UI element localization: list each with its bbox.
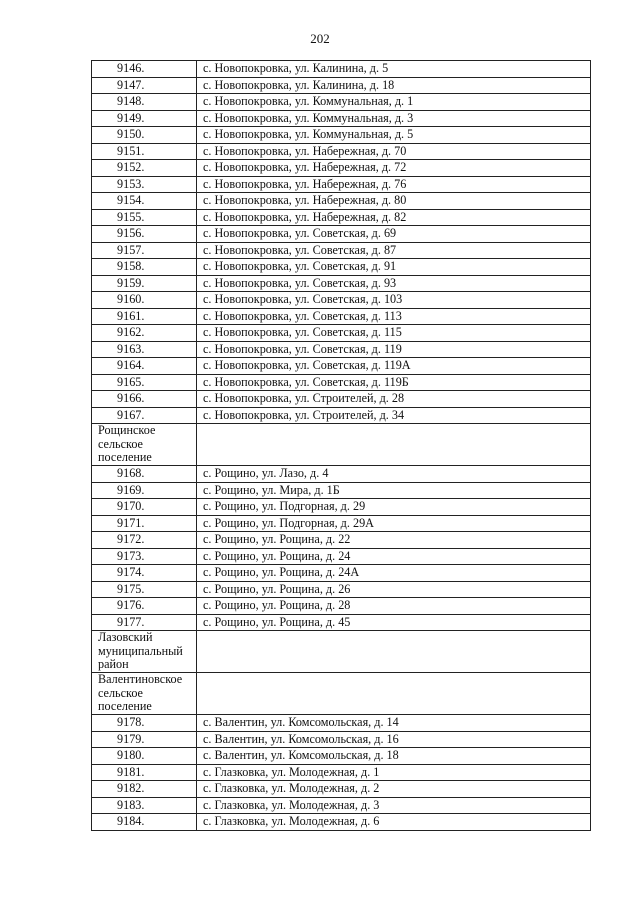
- table-row: [92, 209, 591, 226]
- address-cell: с. Новопокровка, ул. Калинина, д. 5: [197, 61, 591, 78]
- table-row: [92, 764, 591, 781]
- address-cell: с. Рощино, ул. Рощина, д. 28: [197, 598, 591, 615]
- address-table-body: [92, 61, 591, 831]
- table-row: [92, 374, 591, 391]
- address-table: [91, 60, 591, 831]
- row-number: 9169.: [92, 482, 197, 499]
- row-number: 9168.: [92, 466, 197, 483]
- table-row: [92, 160, 591, 177]
- address-cell: с. Новопокровка, ул. Советская, д. 91: [197, 259, 591, 276]
- address-cell: с. Новопокровка, ул. Советская, д. 87: [197, 242, 591, 259]
- address-cell: с. Рощино, ул. Мира, д. 1Б: [197, 482, 591, 499]
- address-cell: с. Новопокровка, ул. Набережная, д. 72: [197, 160, 591, 177]
- address-cell: с. Новопокровка, ул. Советская, д. 115: [197, 325, 591, 342]
- address-cell: с. Новопокровка, ул. Советская, д. 103: [197, 292, 591, 309]
- row-number: 9166.: [92, 391, 197, 408]
- address-cell: с. Новопокровка, ул. Строителей, д. 34: [197, 407, 591, 424]
- section-title: Лазовский муниципальный район: [92, 631, 197, 673]
- row-number: 9162.: [92, 325, 197, 342]
- address-cell: с. Глазковка, ул. Молодежная, д. 1: [197, 764, 591, 781]
- row-number: 9147.: [92, 77, 197, 94]
- row-number: 9165.: [92, 374, 197, 391]
- table-row: [92, 565, 591, 582]
- row-number: 9154.: [92, 193, 197, 210]
- table-row: [92, 499, 591, 516]
- address-cell: с. Новопокровка, ул. Коммунальная, д. 1: [197, 94, 591, 111]
- row-number: 9176.: [92, 598, 197, 615]
- row-number: 9182.: [92, 781, 197, 798]
- page-number: 202: [310, 31, 330, 46]
- row-number: 9146.: [92, 61, 197, 78]
- table-row: [92, 515, 591, 532]
- address-cell: с. Новопокровка, ул. Калинина, д. 18: [197, 77, 591, 94]
- row-number: 9164.: [92, 358, 197, 375]
- address-cell: с. Рощино, ул. Рощина, д. 26: [197, 581, 591, 598]
- section-empty-cell: [197, 631, 591, 673]
- table-row: [92, 731, 591, 748]
- row-number: 9158.: [92, 259, 197, 276]
- section-row: [92, 631, 591, 673]
- table-row: [92, 548, 591, 565]
- row-number: 9149.: [92, 110, 197, 127]
- table-row: [92, 259, 591, 276]
- table-row: [92, 781, 591, 798]
- table-row: [92, 110, 591, 127]
- row-number: 9153.: [92, 176, 197, 193]
- address-cell: с. Новопокровка, ул. Коммунальная, д. 3: [197, 110, 591, 127]
- row-number: 9183.: [92, 797, 197, 814]
- table-row: [92, 325, 591, 342]
- row-number: 9152.: [92, 160, 197, 177]
- table-row: [92, 226, 591, 243]
- address-cell: с. Рощино, ул. Рощина, д. 24: [197, 548, 591, 565]
- section-row: [92, 673, 591, 715]
- row-number: 9170.: [92, 499, 197, 516]
- address-cell: с. Новопокровка, ул. Советская, д. 69: [197, 226, 591, 243]
- row-number: 9156.: [92, 226, 197, 243]
- section-title: Рощинское сельское поселение: [92, 424, 197, 466]
- address-cell: с. Новопокровка, ул. Советская, д. 119А: [197, 358, 591, 375]
- section-empty-cell: [197, 673, 591, 715]
- address-cell: с. Новопокровка, ул. Набережная, д. 82: [197, 209, 591, 226]
- row-number: 9175.: [92, 581, 197, 598]
- section-row: [92, 424, 591, 466]
- table-row: [92, 797, 591, 814]
- table-row: [92, 143, 591, 160]
- row-number: 9160.: [92, 292, 197, 309]
- row-number: 9155.: [92, 209, 197, 226]
- address-cell: с. Валентин, ул. Комсомольская, д. 16: [197, 731, 591, 748]
- table-row: [92, 193, 591, 210]
- address-cell: с. Новопокровка, ул. Советская, д. 119: [197, 341, 591, 358]
- table-row: [92, 176, 591, 193]
- address-cell: с. Рощино, ул. Рощина, д. 24А: [197, 565, 591, 582]
- row-number: 9177.: [92, 614, 197, 631]
- address-cell: с. Рощино, ул. Рощина, д. 22: [197, 532, 591, 549]
- address-cell: с. Рощино, ул. Подгорная, д. 29А: [197, 515, 591, 532]
- row-number: 9180.: [92, 748, 197, 765]
- address-cell: с. Новопокровка, ул. Набережная, д. 76: [197, 176, 591, 193]
- address-cell: с. Рощино, ул. Лазо, д. 4: [197, 466, 591, 483]
- row-number: 9167.: [92, 407, 197, 424]
- row-number: 9163.: [92, 341, 197, 358]
- address-cell: с. Новопокровка, ул. Строителей, д. 28: [197, 391, 591, 408]
- address-cell: с. Новопокровка, ул. Советская, д. 93: [197, 275, 591, 292]
- row-number: 9172.: [92, 532, 197, 549]
- table-row: [92, 814, 591, 831]
- table-row: [92, 275, 591, 292]
- section-empty-cell: [197, 424, 591, 466]
- row-number: 9148.: [92, 94, 197, 111]
- address-cell: с. Глазковка, ул. Молодежная, д. 3: [197, 797, 591, 814]
- table-row: [92, 61, 591, 78]
- row-number: 9174.: [92, 565, 197, 582]
- row-number: 9179.: [92, 731, 197, 748]
- row-number: 9157.: [92, 242, 197, 259]
- address-cell: с. Глазковка, ул. Молодежная, д. 2: [197, 781, 591, 798]
- table-row: [92, 358, 591, 375]
- table-row: [92, 748, 591, 765]
- section-title: Валентиновское сельское поселение: [92, 673, 197, 715]
- row-number: 9178.: [92, 715, 197, 732]
- row-number: 9181.: [92, 764, 197, 781]
- address-cell: с. Новопокровка, ул. Коммунальная, д. 5: [197, 127, 591, 144]
- table-row: [92, 127, 591, 144]
- row-number: 9173.: [92, 548, 197, 565]
- table-row: [92, 482, 591, 499]
- table-row: [92, 94, 591, 111]
- table-row: [92, 391, 591, 408]
- row-number: 9150.: [92, 127, 197, 144]
- table-row: [92, 598, 591, 615]
- row-number: 9159.: [92, 275, 197, 292]
- table-row: [92, 581, 591, 598]
- table-row: [92, 292, 591, 309]
- row-number: 9161.: [92, 308, 197, 325]
- table-row: [92, 614, 591, 631]
- address-cell: с. Глазковка, ул. Молодежная, д. 6: [197, 814, 591, 831]
- address-cell: с. Новопокровка, ул. Советская, д. 119Б: [197, 374, 591, 391]
- address-cell: с. Рощино, ул. Рощина, д. 45: [197, 614, 591, 631]
- table-row: [92, 407, 591, 424]
- address-cell: с. Рощино, ул. Подгорная, д. 29: [197, 499, 591, 516]
- address-cell: с. Новопокровка, ул. Набережная, д. 80: [197, 193, 591, 210]
- row-number: 9171.: [92, 515, 197, 532]
- address-cell: с. Валентин, ул. Комсомольская, д. 14: [197, 715, 591, 732]
- table-row: [92, 532, 591, 549]
- table-row: [92, 715, 591, 732]
- address-cell: с. Валентин, ул. Комсомольская, д. 18: [197, 748, 591, 765]
- table-row: [92, 308, 591, 325]
- address-cell: с. Новопокровка, ул. Советская, д. 113: [197, 308, 591, 325]
- table-row: [92, 77, 591, 94]
- table-row: [92, 466, 591, 483]
- table-row: [92, 242, 591, 259]
- address-cell: с. Новопокровка, ул. Набережная, д. 70: [197, 143, 591, 160]
- table-row: [92, 341, 591, 358]
- row-number: 9151.: [92, 143, 197, 160]
- row-number: 9184.: [92, 814, 197, 831]
